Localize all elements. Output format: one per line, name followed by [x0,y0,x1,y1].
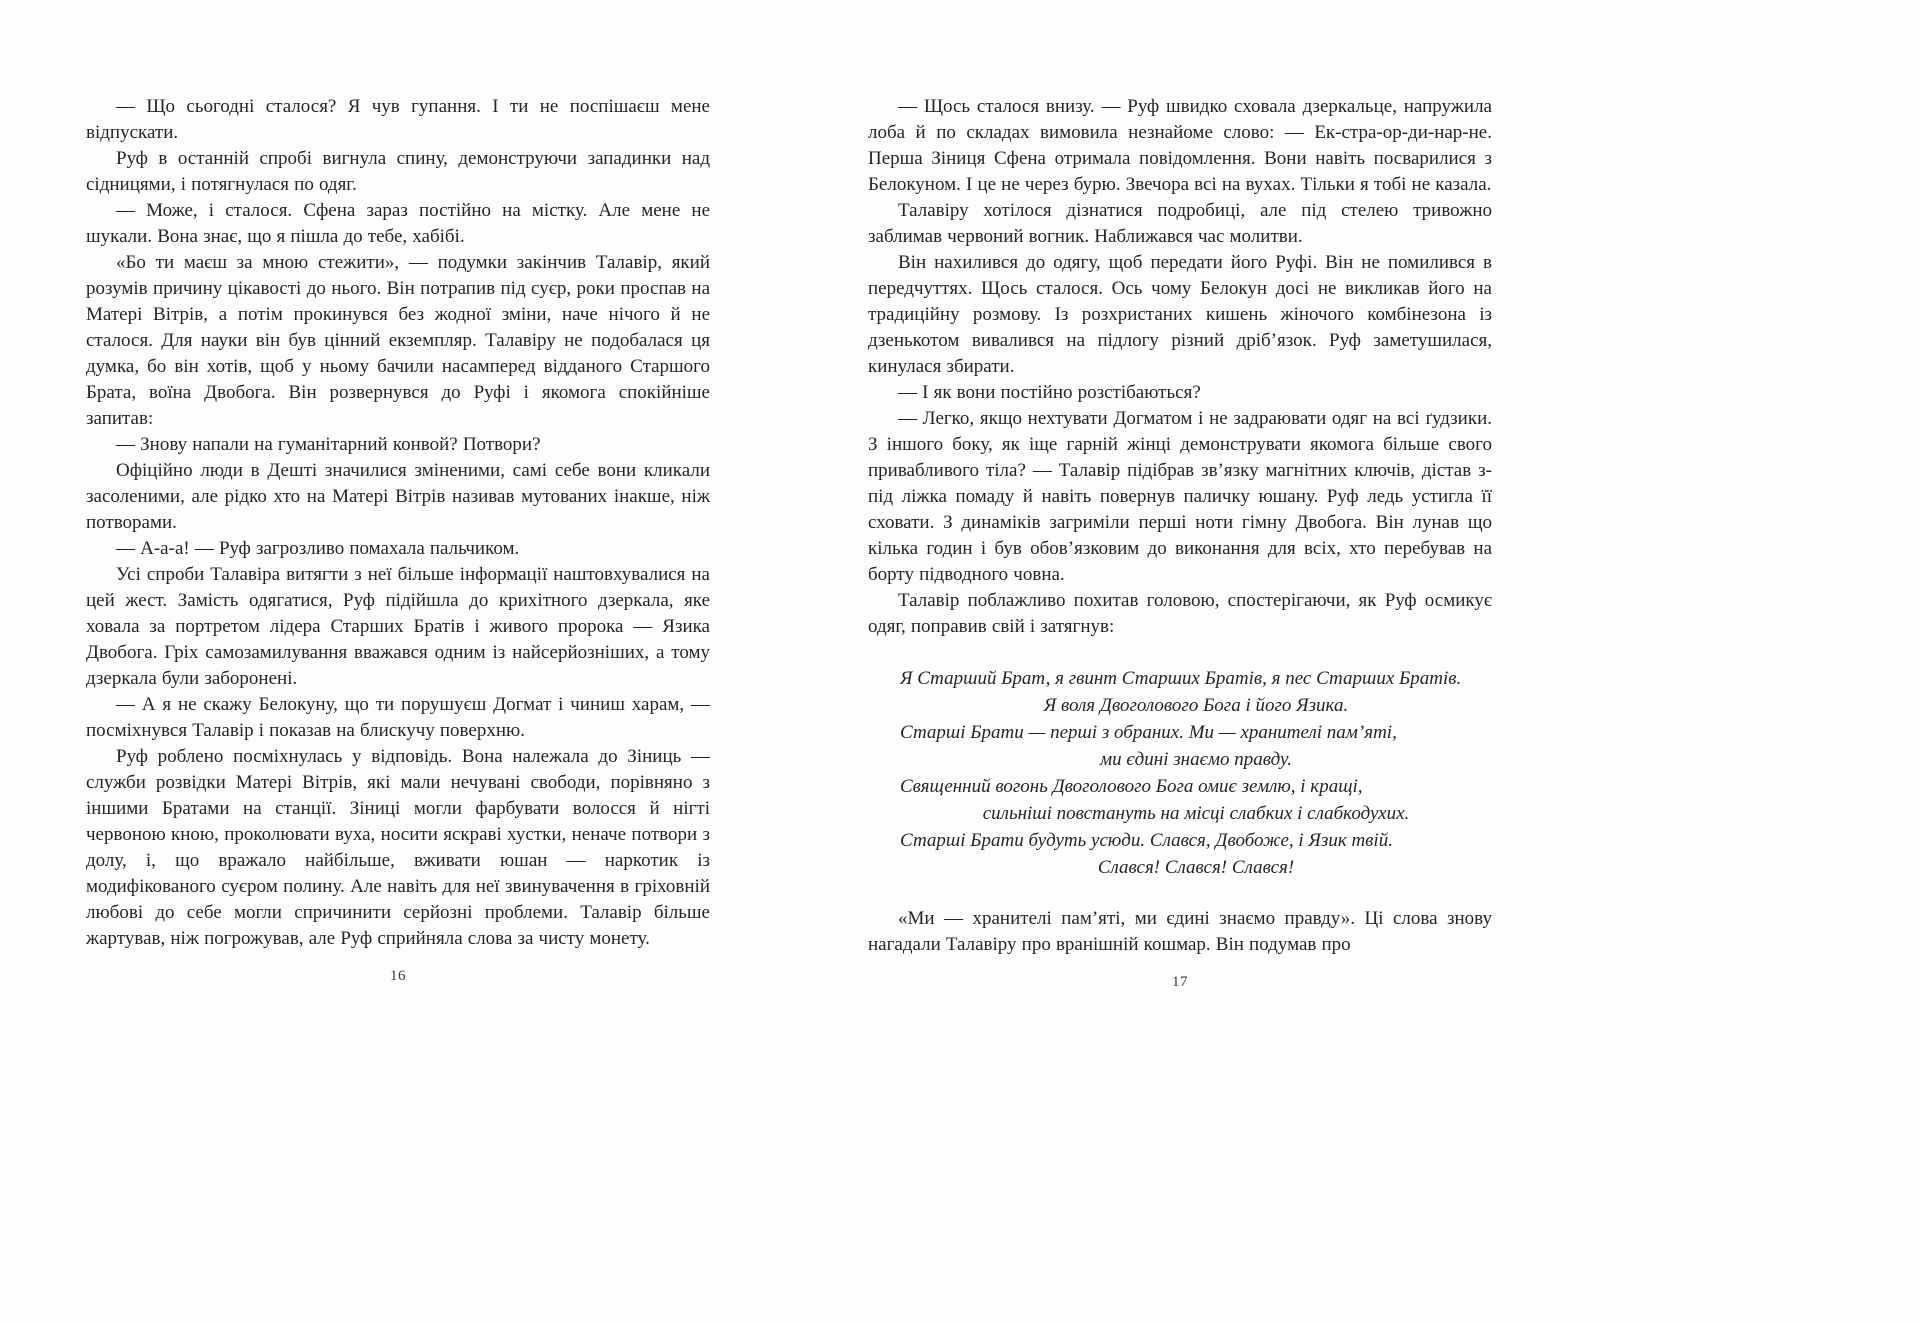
paragraph: Руф роблено посміхнулась у відповідь. Вона належала до Зіниць — служби розвідки Матері Вітрів, які мали нечувані свободи, порівняно з іншими Братами на станції. Зіниці могли фарбувати волосся й нігті червоною кною, проколювати вуха, носити яскраві хустки, неначе потвори з долу, і, що вражало найбільше, вживати юшан — наркотик із модифікованого суєром полину. Але навіть для неї звинувачення в гріховній любові до себе могли спричинити серйозні проблеми. Талавір більше жартував, ніж погрожував, але Руф сприйняла слова за чисту монету. [86,746,710,949]
paragraph: — А-а-а! — Руф загрозливо помахала пальчиком. [116,538,520,559]
page-number-left: 16 [390,968,406,984]
verse-line: Священний вогонь Двоголового Бога омиє землю, і кращі, [900,776,1363,797]
page-left-text [86,94,710,952]
verse-line: сильніші повстануть на місці слабких і слабкодухих. [982,803,1410,824]
paragraph: Він нахилився до одягу, щоб передати його Руфі. Він не помилився в передчуттях. Щось сталося. Ось чому Белокун досі не викликав його на традиційну розмову. Із розхристаних кишень жіночого комбінезона із дзенькотом вивалився на підлогу різний дріб’язок. Руф заметушилася, кинулася збирати. [868,252,1492,377]
paragraph: — Може, і сталося. Сфена зараз постійно на містку. Але мене не шукали. Вона знає, що я пішла до тебе, хабібі. [86,200,710,247]
hymn-verse [900,665,1492,881]
verse-line: Я Старший Брат, я гвинт Старших Братів, я пес Старших Братів. [900,668,1462,689]
verse-line: ми єдині знаємо правду. [1100,749,1292,770]
paragraph: Талавір поблажливо похитав головою, спостерігаючи, як Руф осмикує одяг, поправив свій і затягнув: [868,590,1492,637]
verse-line: Старші Брати — перші з обраних. Ми — хранителі пам’яті, [900,722,1397,743]
page-number-right: 17 [1172,974,1188,990]
page-right [868,94,1492,991]
paragraph: — Легко, якщо нехтувати Догматом і не задраювати одяг на всі ґудзики. З іншого боку, як іще гарній жінці демонструвати якомога більше свого привабливого тіла? — Талавір підібрав зв’язку магнітних ключів, дістав з-під ліжка помаду й навіть повернув паличку юшану. Руф ледь устигла її сховати. З динаміків загриміли перші ноти гімну Двобога. Він лунав що кілька годин і був обов’язковим до виконання для всіх, хто перебував на борту підводного човна. [868,408,1492,585]
paragraph: «Бо ти маєш за мною стежити», — подумки закінчив Талавір, який розумів причину цікавості до нього. Він потрапив під суєр, роки проспав на Матері Вітрів, а потім прокинувся без жодної зміни, наче нічого й не сталося. Для науки він був цінний екземпляр. Талавіру не подобалася ця думка, бо він хотів, щоб у ньому бачили насамперед відданого Старшого Брата, воїна Двобога. Він розвернувся до Руфі і якомога спокійніше запитав: [86,252,710,429]
verse-line: Слався! Слався! Слався! [1097,857,1295,878]
paragraph: Талавіру хотілося дізнатися подробиці, але під стелею тривожно заблимав червоний вогник. Наближався час молитви. [868,200,1492,247]
page-right-text-before-verse [868,94,1492,640]
paragraph: — Щось сталося внизу. — Руф швидко сховала дзеркальце, напружила лоба й по складах вимовила незнайоме слово: — Ек-стра-ор-ди-нар-не. Перша Зіниця Сфена отримала повідомлення. Вони навіть посварилися з Белокуном. І це не через бурю. Звечора всі на вухах. Тільки я тобі не казала. [868,96,1492,195]
verse-line: Старші Брати будуть усюди. Слався, Двобоже, і Язик твій. [900,830,1393,851]
paragraph: — Знову напали на гуманітарний конвой? Потвори? [116,434,541,455]
paragraph: — А я не скажу Белокуну, що ти порушуєш Догмат і чиниш харам, — посміхнувся Талавір і показав на блискучу поверхню. [86,694,710,741]
paragraph: — І як вони постійно розстібаються? [898,382,1201,403]
paragraph: «Ми — хранителі пам’яті, ми єдині знаємо правду». Ці слова знову нагадали Талавіру про вранішній кошмар. Він подумав про [868,908,1492,955]
page-right-text-after-verse [868,906,1492,958]
paragraph: Офіційно люди в Дешті значилися зміненими, самі себе вони кликали засоленими, але рідко хто на Матері Вітрів називав мутованих інакше, ніж потворами. [86,460,710,533]
paragraph: Руф в останній спробі вигнула спину, демонструючи западинки над сідницями, і потягнулася по одяг. [86,148,710,195]
paragraph: — Що сьогодні сталося? Я чув гупання. І ти не поспішаєш мене відпускати. [86,96,710,143]
page-left [86,94,710,985]
paragraph: Усі спроби Талавіра витягти з неї більше інформації наштовхувалися на цей жест. Замість одягатися, Руф підійшла до крихітного дзеркала, яке ховала за портретом лідера Старших Братів і живого пророка — Язика Двобога. Гріх самозамилування вважався одним із найсерйозніших, а тому дзеркала були заборонені. [86,564,710,689]
verse-line: Я воля Двоголового Бога і його Язика. [1043,695,1349,716]
